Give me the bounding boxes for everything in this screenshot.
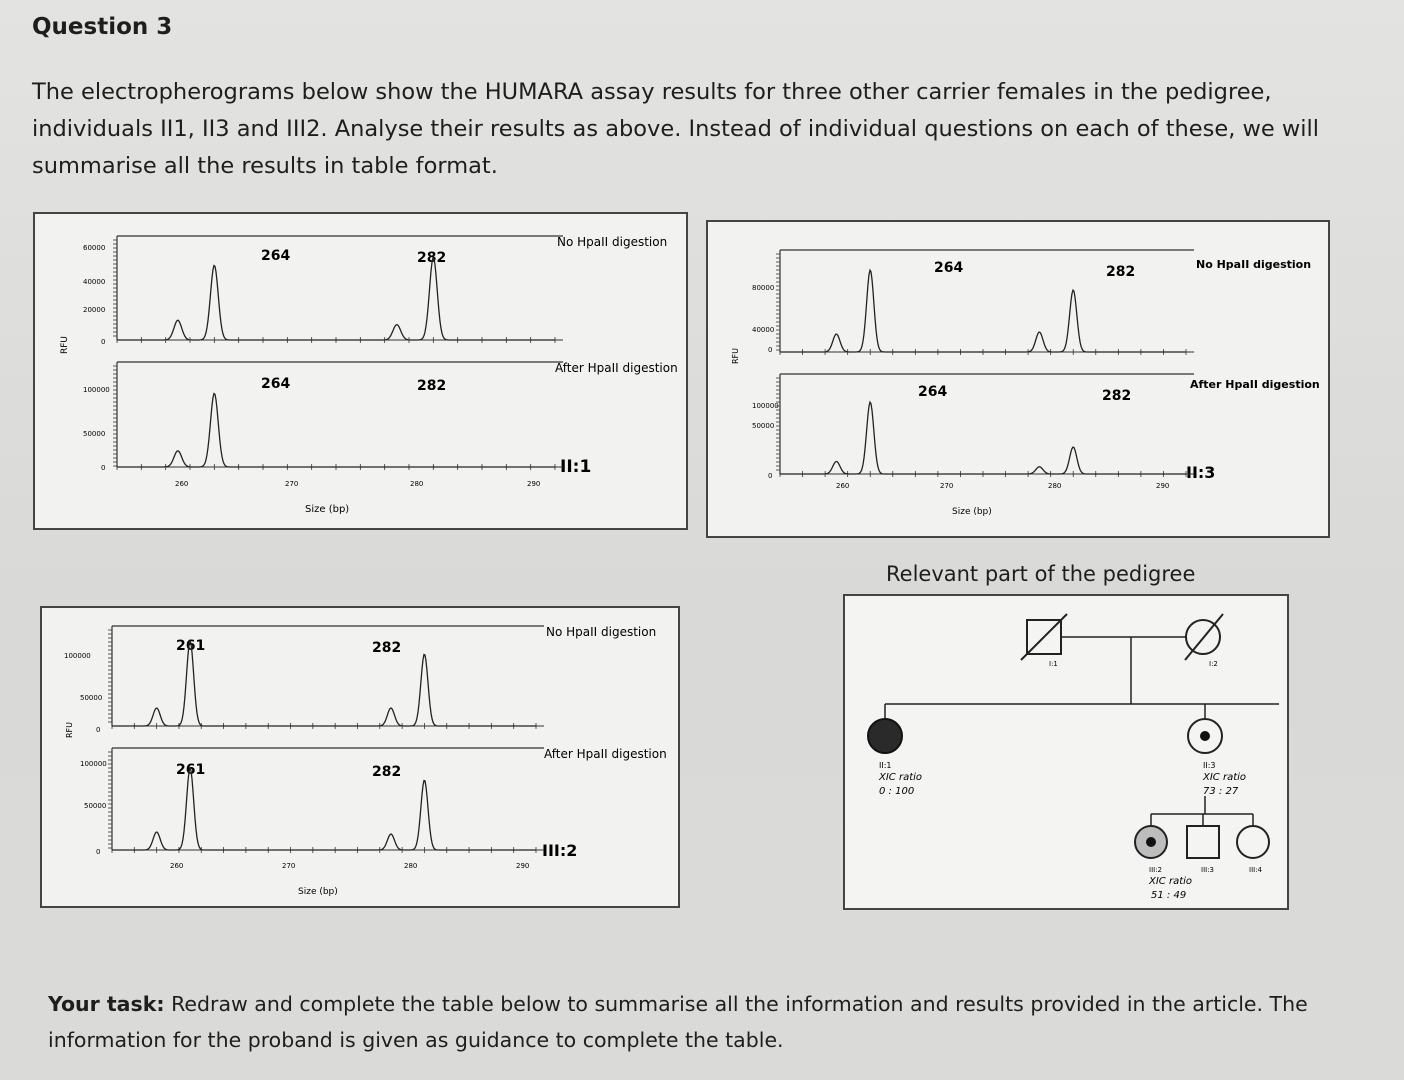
- x-axis-label: Size (bp): [305, 504, 350, 515]
- question-heading: Question 3: [32, 14, 173, 40]
- trace-line: [780, 270, 1186, 352]
- x-ticks: [836, 482, 1169, 490]
- top-peak-label-2: 282: [372, 640, 402, 656]
- top-peak-label-2: 282: [417, 250, 447, 266]
- svg-text:280: 280: [410, 480, 424, 488]
- y-axis-label: RFU: [731, 347, 740, 364]
- bottom-trace: [776, 374, 1194, 477]
- svg-text:0: 0: [96, 848, 101, 856]
- svg-text:40000: 40000: [752, 326, 775, 334]
- top-trace: [113, 236, 563, 343]
- svg-text:100000: 100000: [80, 760, 107, 768]
- top-peak-label-2: 282: [1106, 264, 1136, 280]
- task-bold-label: Your task:: [48, 992, 165, 1016]
- bottom-peak-label-1: 264: [918, 384, 948, 400]
- x-ticks: [170, 862, 529, 870]
- top-peak-label-1: 264: [261, 248, 291, 264]
- question-intro: The electropherograms below show the HUMARA assay results for three other carrier females in the pedigree, individuals II1, II3 and III2. Analyse their results as above. Instead of individual questions on each of these, we will summarise all the results in table format.: [32, 79, 1320, 179]
- y-axis-label: RFU: [60, 335, 70, 354]
- x-ticks: [175, 480, 540, 488]
- bottom-trace: [113, 362, 563, 470]
- label-ii1: II:1: [879, 761, 892, 770]
- svg-text:50000: 50000: [84, 802, 107, 810]
- bottom-trace: [108, 748, 544, 853]
- svg-text:290: 290: [527, 480, 541, 488]
- label-i1: I:1: [1049, 660, 1058, 668]
- panel-individual-label: II:3: [1186, 463, 1216, 482]
- trace-line: [117, 258, 555, 340]
- task-instructions: [48, 986, 1368, 1058]
- x-axis-label: Size (bp): [298, 887, 338, 897]
- bottom-trace-title: After HpaII digestion: [1190, 378, 1320, 391]
- x-axis-label: Size (bp): [952, 507, 992, 517]
- pedigree-panel: [843, 594, 1289, 910]
- svg-text:100000: 100000: [83, 386, 110, 394]
- svg-text:270: 270: [940, 482, 954, 490]
- svg-text:280: 280: [1048, 482, 1062, 490]
- top-peak-label-1: 264: [934, 260, 964, 276]
- svg-text:260: 260: [175, 480, 189, 488]
- panel-individual-label: II:1: [560, 457, 592, 477]
- svg-text:80000: 80000: [752, 284, 775, 292]
- svg-text:0: 0: [101, 338, 106, 346]
- xic-label-ii3: XIC ratio: [1203, 772, 1247, 783]
- svg-text:260: 260: [170, 862, 184, 870]
- bottom-trace-title: After HpaII digestion: [555, 361, 678, 375]
- svg-text:290: 290: [516, 862, 530, 870]
- svg-text:100000: 100000: [64, 652, 91, 660]
- svg-text:20000: 20000: [83, 306, 106, 314]
- bottom-peak-label-2: 282: [417, 378, 447, 394]
- panel-individual-label: III:2: [542, 841, 578, 860]
- top-trace-title: No HpaII digestion: [557, 235, 668, 249]
- y-axis-label: RFU: [65, 721, 74, 738]
- label-iii2: III:2: [1149, 866, 1163, 874]
- top-peak-label-1: 261: [176, 638, 206, 654]
- electropherogram-panel-ii1: [33, 212, 688, 530]
- electropherogram-panel-ii3: [706, 220, 1330, 538]
- y-ticks-top: [64, 652, 102, 734]
- svg-text:280: 280: [404, 862, 418, 870]
- svg-text:0: 0: [768, 346, 773, 354]
- bottom-trace-title: After HpaII digestion: [544, 747, 667, 761]
- xic-label-iii2: XIC ratio: [1149, 876, 1193, 887]
- bottom-peak-label-1: 261: [176, 762, 206, 778]
- label-iii3: III:3: [1201, 866, 1215, 874]
- y-ticks-top: [752, 284, 774, 354]
- female-symbol-iii4: [1237, 826, 1269, 858]
- label-iii4: III:4: [1249, 866, 1263, 874]
- svg-text:100000: 100000: [752, 402, 779, 410]
- trace-line: [780, 402, 1186, 474]
- svg-text:50000: 50000: [752, 422, 775, 430]
- bottom-peak-label-1: 264: [261, 376, 291, 392]
- male-symbol-iii3: [1187, 826, 1219, 858]
- pedigree-title: Relevant part of the pedigree: [886, 562, 1196, 586]
- affected-female-ii1: [868, 719, 902, 753]
- svg-text:0: 0: [768, 472, 773, 480]
- trace-line: [112, 768, 536, 850]
- svg-text:0: 0: [96, 726, 101, 734]
- svg-text:40000: 40000: [83, 278, 106, 286]
- xic-value-ii3: 73 : 27: [1203, 786, 1239, 797]
- svg-text:260: 260: [836, 482, 850, 490]
- xic-value-iii2: 51 : 49: [1151, 890, 1187, 901]
- bottom-peak-label-2: 282: [1102, 388, 1132, 404]
- y-ticks-top: [83, 244, 105, 346]
- task-text: Redraw and complete the table below to summarise all the information and results provided in the article. The information for the proband is given as guidance to complete the table.: [48, 992, 1308, 1052]
- trace-line: [117, 394, 555, 468]
- bottom-peak-label-2: 282: [372, 764, 402, 780]
- svg-text:0: 0: [101, 464, 106, 472]
- svg-text:270: 270: [285, 480, 299, 488]
- y-ticks-bottom: [752, 402, 779, 480]
- top-trace-title: No HpaII digestion: [546, 625, 657, 639]
- svg-text:290: 290: [1156, 482, 1170, 490]
- xic-label-ii1: XIC ratio: [879, 772, 923, 783]
- label-i2: I:2: [1209, 660, 1218, 668]
- top-trace: [108, 626, 544, 729]
- top-trace-title: No HpaII digestion: [1196, 258, 1312, 271]
- xic-value-ii1: 0 : 100: [879, 786, 915, 797]
- electropherogram-panel-iii2: [40, 606, 680, 908]
- y-ticks-bottom: [80, 760, 107, 856]
- y-ticks-bottom: [83, 386, 110, 472]
- svg-text:50000: 50000: [83, 430, 106, 438]
- svg-text:50000: 50000: [80, 694, 103, 702]
- svg-text:60000: 60000: [83, 244, 106, 252]
- label-ii3: II:3: [1203, 761, 1216, 770]
- svg-text:270: 270: [282, 862, 296, 870]
